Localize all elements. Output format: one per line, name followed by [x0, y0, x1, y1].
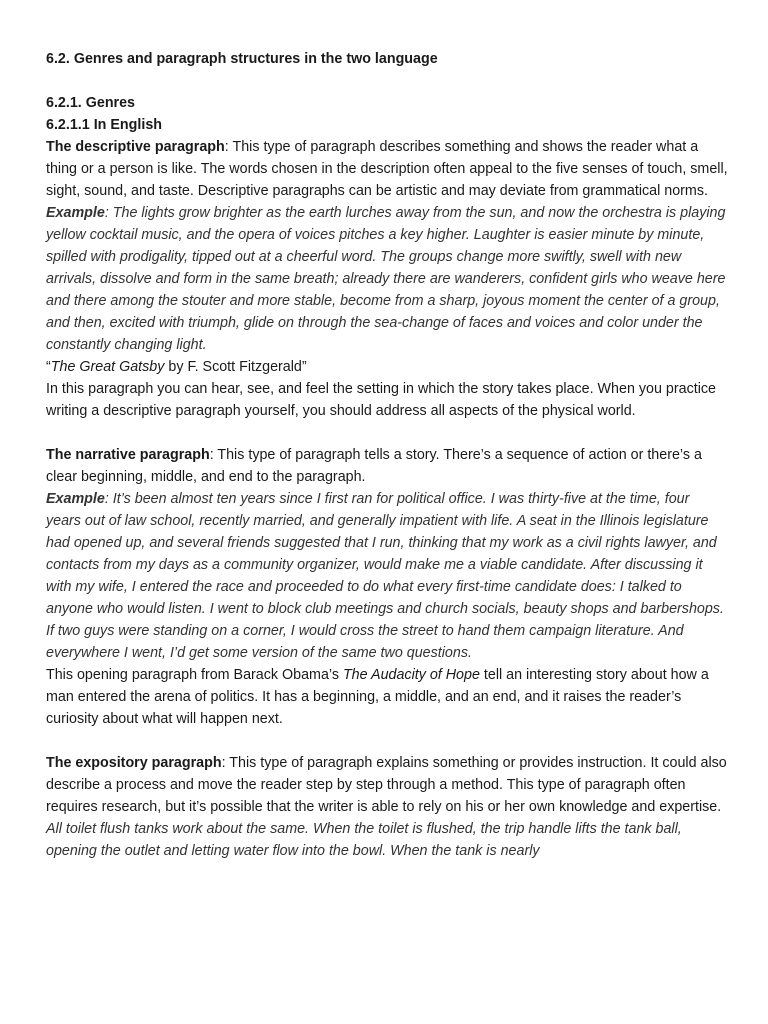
descriptive-term: The descriptive paragraph	[46, 139, 225, 155]
spacer	[46, 422, 728, 444]
expository-definition-text: : This type of paragraph explains something or provides instruction. It could also describe a process and move the reader step by step through a method. This type of paragraph often requires research, but it’s possible that the writer is able to rely on his or her own knowledge and expertise.	[46, 755, 727, 815]
narrative-example-text: : It’s been almost ten years since I first ran for political office. I was thirty-five at the time, four years out of law school, recently married, and generally impatient with life. A seat in the Illinois legislature had opened up, and several friends suggested that I run, thinking that my work as a civil rights lawyer, and contacts from my days as a community organizer, would make me a viable candidate. After discussing it with my wife, I entered the race and proceeded to do what every first-time candidate does: I talked to anyone who would listen. I went to block club meetings and church socials, beauty shops and barbershops. If two guys were standing on a corner, I would cross the street to hand them campaign literature. And everywhere I went, I’d get some version of the same two questions.	[46, 491, 724, 661]
narrative-example	[46, 488, 728, 664]
narrative-commentary	[46, 664, 728, 730]
descriptive-example-label: Example	[46, 205, 105, 221]
descriptive-example	[46, 202, 728, 356]
descriptive-example-text: : The lights grow brighter as the earth lurches away from the sun, and now the orchestra is playing yellow cocktail music, and the opera of voices pitches a key higher. Laughter is easier minute by minute, spilled with prodigality, tipped out at a cheerful word. The groups change more swiftly, swell with new arrivals, dissolve and form in the same breath; already there are wanderers, confident girls who weave here and there among the stouter and more stable, become from a sharp, joyous moment the center of a group, and then, excited with triumph, glide on through the sea-change of faces and voices and color under the constantly changing light.	[46, 205, 726, 353]
descriptive-source-open: “	[46, 359, 51, 375]
spacer	[46, 730, 728, 752]
narrative-example-label: Example	[46, 491, 105, 507]
subsection-heading: 6.2.1. Genres	[46, 95, 136, 111]
narrative-definition-text: : This type of paragraph tells a story. There’s a sequence of action or there’s a clear beginning, middle, and end to the paragraph.	[46, 447, 702, 485]
descriptive-source	[46, 356, 728, 378]
expository-term: The expository paragraph	[46, 755, 222, 771]
descriptive-source-title: The Great Gatsby	[50, 359, 165, 375]
spacer	[46, 70, 728, 92]
descriptive-definition-text: : This type of paragraph describes something and shows the reader what a thing or a person is like. The words chosen in the description often appeal to the five senses of touch, smell, sight, sound, and taste. Descriptive paragraphs can be artistic and may deviate from grammatical norms.	[46, 139, 728, 199]
narrative-commentary-pre: This opening paragraph from Barack Obama’s	[46, 667, 343, 683]
descriptive-source-rest: by F. Scott Fitzgerald”	[164, 359, 307, 375]
expository-example: All toilet flush tanks work about the same. When the toilet is flushed, the trip handle lifts the tank ball, opening the outlet and letting water flow into the bowl. When the tank is nearly	[46, 821, 682, 859]
expository-definition	[46, 752, 728, 818]
narrative-definition	[46, 444, 728, 488]
narrative-commentary-title: The Audacity of Hope	[342, 667, 480, 683]
narrative-commentary-post: tell an interesting story about how a man entered the arena of politics. It has a beginning, a middle, and an end, and it raises the reader’s curiosity about what will happen next.	[46, 667, 709, 727]
narrative-term: The narrative paragraph	[46, 447, 210, 463]
descriptive-definition	[46, 136, 728, 202]
subsubsection-heading: 6.2.1.1 In English	[46, 117, 163, 133]
section-heading: 6.2. Genres and paragraph structures in the two language	[46, 51, 438, 67]
descriptive-commentary: In this paragraph you can hear, see, and feel the setting in which the story takes place. When you practice writing a descriptive paragraph yourself, you should address all aspects of the physical world.	[46, 381, 716, 419]
